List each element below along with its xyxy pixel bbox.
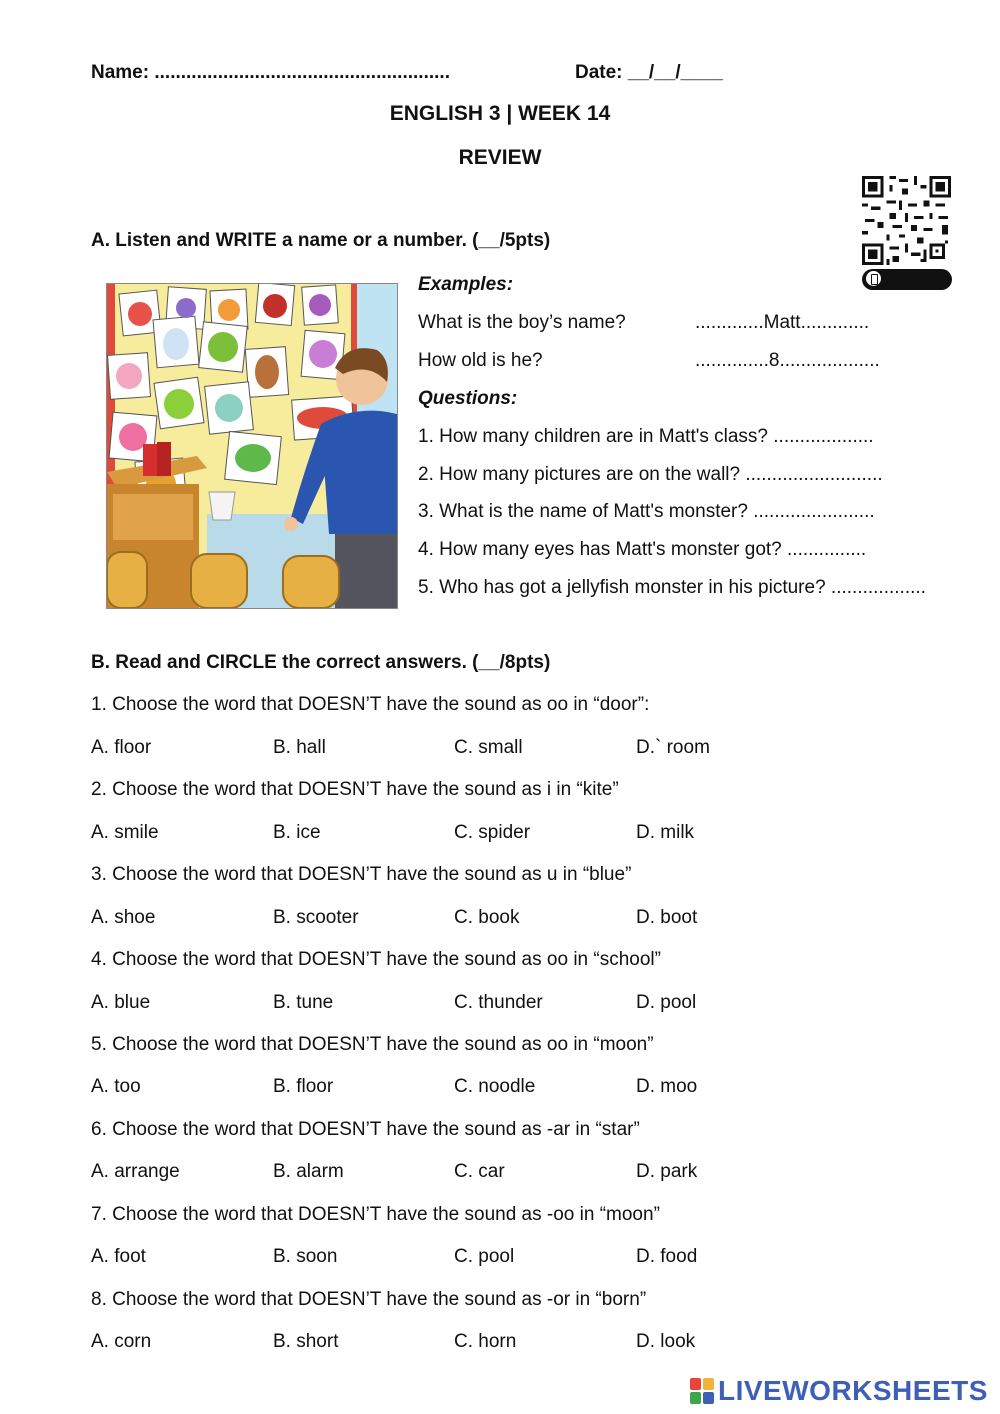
- mcq-question: 3. Choose the word that DOESN’T have the sound as u in “blue”: [91, 864, 632, 885]
- mcq-option[interactable]: B. ice: [273, 822, 321, 843]
- mcq-option[interactable]: A. floor: [91, 737, 152, 758]
- page-subtitle: REVIEW: [458, 146, 542, 169]
- question-item[interactable]: 1. How many children are in Matt's class? ...................: [418, 426, 874, 447]
- mcq-option[interactable]: B. soon: [273, 1246, 338, 1267]
- date-field-label[interactable]: Date: __/__/____: [575, 62, 723, 83]
- mcq-option[interactable]: A. corn: [91, 1331, 152, 1352]
- mcq-option[interactable]: B. short: [273, 1331, 339, 1352]
- example-question: What is the boy’s name?: [418, 312, 626, 333]
- examples-label: Examples:: [418, 274, 514, 295]
- mcq-option[interactable]: D. pool: [636, 992, 697, 1013]
- question-item[interactable]: 5. Who has got a jellyfish monster in his picture? ..................: [418, 577, 926, 598]
- example-answer: .............Matt.............: [695, 312, 870, 333]
- mcq-question: 1. Choose the word that DOESN’T have the sound as oo in “door”:: [91, 694, 650, 715]
- mcq-option[interactable]: D. park: [636, 1161, 698, 1182]
- mcq-option[interactable]: A. blue: [91, 992, 151, 1013]
- mcq-option[interactable]: D. milk: [636, 822, 695, 843]
- mcq-option[interactable]: C. thunder: [454, 992, 543, 1013]
- section-a-heading: A. Listen and WRITE a name or a number. (__/5pts): [91, 230, 551, 251]
- mcq-option[interactable]: A. shoe: [91, 907, 156, 928]
- name-field-label[interactable]: Name: ........................................................: [91, 62, 450, 83]
- mcq-option[interactable]: B. scooter: [273, 907, 359, 928]
- mcq-option[interactable]: C. horn: [454, 1331, 517, 1352]
- page-title: ENGLISH 3 | WEEK 14: [389, 102, 611, 125]
- questions-label: Questions:: [418, 388, 518, 409]
- mcq-option[interactable]: A. smile: [91, 822, 159, 843]
- classroom-illustration: [106, 283, 398, 609]
- mcq-question: 2. Choose the word that DOESN’T have the sound as i in “kite”: [91, 779, 619, 800]
- mcq-option[interactable]: D. look: [636, 1331, 696, 1352]
- mcq-option[interactable]: B. alarm: [273, 1161, 344, 1182]
- mcq-option[interactable]: A. foot: [91, 1246, 146, 1267]
- mcq-option[interactable]: B. floor: [273, 1076, 334, 1097]
- question-item[interactable]: 2. How many pictures are on the wall? ..........................: [418, 464, 883, 485]
- mcq-option[interactable]: D.` room: [636, 737, 710, 758]
- mcq-option[interactable]: D. food: [636, 1246, 698, 1267]
- mcq-option[interactable]: C. pool: [454, 1246, 515, 1267]
- mcq-option[interactable]: C. car: [454, 1161, 505, 1182]
- mcq-option[interactable]: C. small: [454, 737, 523, 758]
- mcq-option[interactable]: A. too: [91, 1076, 141, 1097]
- question-item[interactable]: 3. What is the name of Matt's monster? .......................: [418, 501, 875, 522]
- qr-code-icon[interactable]: [862, 176, 951, 265]
- example-answer: ..............8...................: [695, 350, 880, 371]
- phone-icon: [866, 271, 881, 286]
- mcq-option[interactable]: B. hall: [273, 737, 326, 758]
- logo-text: LIVEWORKSHEETS: [718, 1375, 988, 1406]
- example-question: How old is he?: [418, 350, 543, 371]
- mcq-option[interactable]: D. boot: [636, 907, 698, 928]
- question-item[interactable]: 4. How many eyes has Matt's monster got? ...............: [418, 539, 867, 560]
- mcq-question: 8. Choose the word that DOESN’T have the sound as -or in “born”: [91, 1289, 647, 1310]
- mcq-option[interactable]: B. tune: [273, 992, 334, 1013]
- liveworksheets-logo[interactable]: [690, 1374, 988, 1408]
- mcq-option[interactable]: C. book: [454, 907, 520, 928]
- logo-mark-icon: [690, 1378, 714, 1404]
- mcq-question: 6. Choose the word that DOESN’T have the sound as -ar in “star”: [91, 1119, 640, 1140]
- section-b-heading: B. Read and CIRCLE the correct answers. (__/8pts): [91, 652, 551, 673]
- mcq-question: 7. Choose the word that DOESN’T have the sound as -oo in “moon”: [91, 1204, 660, 1225]
- mcq-option[interactable]: D. moo: [636, 1076, 698, 1097]
- mcq-option[interactable]: C. noodle: [454, 1076, 536, 1097]
- mcq-option[interactable]: A. arrange: [91, 1161, 180, 1182]
- mcq-option[interactable]: C. spider: [454, 822, 531, 843]
- mcq-question: 5. Choose the word that DOESN’T have the sound as oo in “moon”: [91, 1034, 654, 1055]
- mcq-question: 4. Choose the word that DOESN’T have the sound as oo in “school”: [91, 949, 661, 970]
